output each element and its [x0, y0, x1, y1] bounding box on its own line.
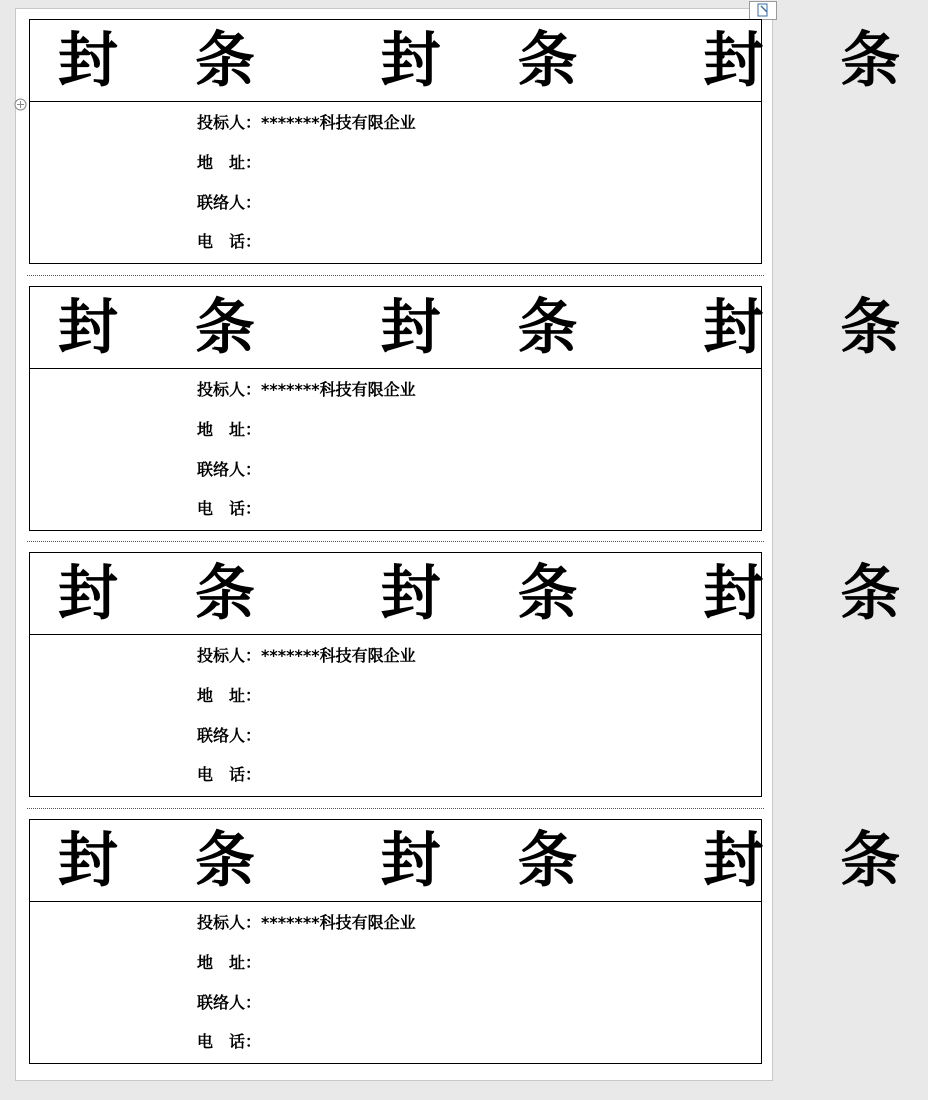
- contact-label: 联络人：: [197, 460, 262, 479]
- seal-title-cell[interactable]: [30, 820, 928, 902]
- address-label: 地 址：: [197, 686, 262, 705]
- seal-table[interactable]: [29, 819, 928, 1064]
- bidder-label: 投标人：: [197, 646, 262, 665]
- bidder-line: [197, 380, 416, 400]
- bidder-value: *******科技有限企业: [261, 113, 416, 132]
- bidder-value: *******科技有限企业: [261, 913, 416, 932]
- paste-options-icon[interactable]: [749, 1, 777, 20]
- address-label: 地 址：: [197, 953, 262, 972]
- seal-title: 封 条 封 条 封 条: [58, 293, 928, 363]
- seal-info-cell[interactable]: [30, 369, 761, 530]
- contact-label: 联络人：: [197, 726, 262, 745]
- bidder-label: 投标人：: [197, 380, 262, 399]
- cut-line: [27, 275, 764, 276]
- seal-title-cell[interactable]: [30, 553, 928, 635]
- address-label: 地 址：: [197, 153, 262, 172]
- seal-info-cell[interactable]: [30, 102, 761, 263]
- seal-table[interactable]: [29, 286, 928, 531]
- bidder-label: 投标人：: [197, 913, 262, 932]
- bidder-line: [197, 913, 416, 933]
- phone-label: 电 话：: [197, 232, 262, 251]
- phone-label: 电 话：: [197, 499, 262, 518]
- bidder-line: [197, 113, 416, 133]
- seal-title-cell[interactable]: [30, 20, 928, 102]
- seal-title: 封 条 封 条 封 条: [58, 559, 928, 629]
- cut-line: [27, 808, 764, 809]
- bidder-line: [197, 646, 416, 666]
- bidder-label: 投标人：: [197, 113, 262, 132]
- bidder-value: *******科技有限企业: [261, 380, 416, 399]
- cut-line: [27, 541, 764, 542]
- seal-info-cell[interactable]: [30, 635, 761, 796]
- contact-label: 联络人：: [197, 193, 262, 212]
- contact-label: 联络人：: [197, 993, 262, 1012]
- phone-label: 电 话：: [197, 1032, 262, 1051]
- phone-label: 电 话：: [197, 765, 262, 784]
- bidder-value: *******科技有限企业: [261, 646, 416, 665]
- address-label: 地 址：: [197, 420, 262, 439]
- seal-info-cell[interactable]: [30, 902, 761, 1063]
- table-move-handle-icon[interactable]: [14, 96, 27, 109]
- seal-title: 封 条 封 条 封 条: [58, 26, 928, 96]
- seal-table[interactable]: [29, 19, 928, 264]
- seal-table[interactable]: [29, 552, 928, 797]
- seal-title-cell[interactable]: [30, 287, 928, 369]
- seal-title: 封 条 封 条 封 条: [58, 826, 928, 896]
